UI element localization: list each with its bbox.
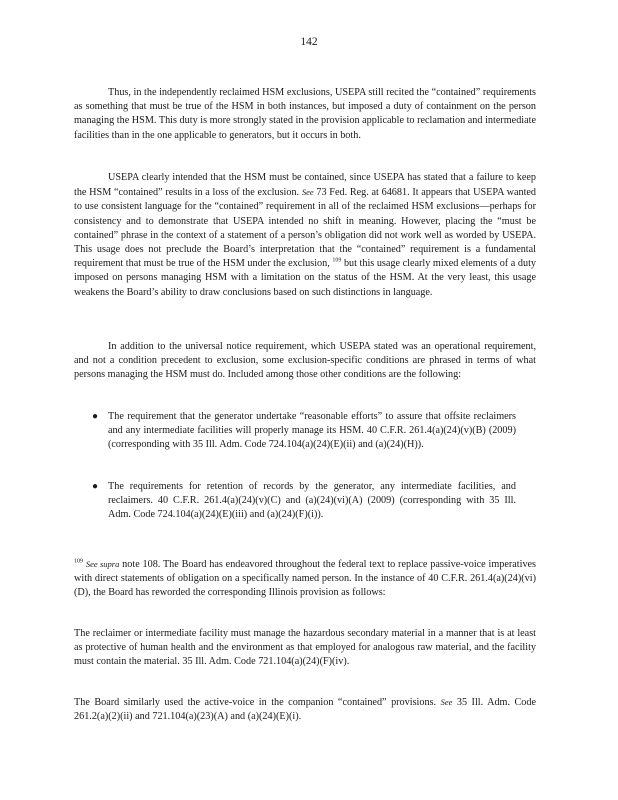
page-number: 142 — [300, 36, 318, 48]
conditions-list — [92, 480, 516, 523]
footnote-companion-provisions — [74, 695, 536, 724]
see-signal: See — [301, 187, 314, 198]
conditions-list — [92, 410, 516, 453]
paragraph-universal-notice: In addition to the universal notice requirement, which USEPA stated was an operational requirement, and not a condition precedent to exclusion, some exclusion-specific conditions are phrased in terms of what persons managing the HSM must do. Included among those other conditions are the following: — [74, 341, 536, 381]
list-item — [92, 480, 516, 523]
paragraph-text: USEPA clearly intended that the HSM must be contained, since USEPA has stated that a failure to keep the HSM “contained” results in a loss of the exclusion. — [74, 172, 536, 199]
footnote-text: note 108. The Board has endeavored throughout the federal text to replace passive-voice imperatives with direct statements of obligation on a specifically named person. In the instance of 40 C.F.R. 261.4(a)(24)(vi)(D), the Board has reworded the corresponding Illinois provision as follows: — [74, 559, 537, 599]
footnote-quoted-provision: The reclaimer or intermediate facility must manage the hazardous secondary material in a manner that is at least as protective of human health and the environment as that employed for analogous raw material, and the facility must contain the material. 35 Ill. Adm. Code 721.104(a)(24)(F)(iv). — [74, 628, 536, 668]
paragraph-reclaimed-exclusions: Thus, in the independently reclaimed HSM exclusions, USEPA still recited the “contained” requirements as something that must be true of the HSM in both instances, but imposed a duty of containment on the person managing the HSM. This duty is more strongly stated in the provision applicable to reclamation and intermediate facilities than in the one applicable to generators, but it occurs in both. — [74, 87, 536, 141]
bullet-icon: ● — [92, 411, 99, 422]
paragraph-contained-requirement — [74, 171, 536, 300]
footnote-text: 35 Ill. Adm. Code 261.2(a)(2)(ii) and 721.104(a)(23)(A) and (a)(24)(E)(i). — [74, 697, 537, 723]
footnote-109 — [74, 557, 536, 601]
bullet-icon: ● — [92, 481, 99, 492]
list-item — [92, 410, 516, 453]
paragraph-text: 73 Fed. Reg. at 64681. It appears that USEPA wanted to use consistent language for the “contained” requirement in all of the reclaimed HSM exclusions—perhaps for consistency and to demonstrate that USEPA intended no shift in meaning. However, placing the “must be contained” phrase in the context of a statement of a person’s obligation did not work well as worded by USEPA. This usage does not preclude the Board’s interpretation that the “contained” requirement is a fundamental requirement that must be true of the HSM under the exclusion, — [74, 187, 537, 270]
footnote-number: 109 — [74, 558, 83, 565]
list-item-text: The requirement that the generator undertake “reasonable efforts” to assure that offsite reclaimers and any intermediate facilities will properly manage its HSM. 40 C.F.R. 261.4(a)(24)(v)(B) (2009) (corresponding with 35 Ill. Adm. Code 724.104(a)(24)(E)(ii) and (a)(24)(H)). — [108, 411, 516, 451]
footnote-reference[interactable]: 109 — [332, 257, 342, 264]
see-signal: See — [440, 697, 453, 707]
footnote-text: The Board similarly used the active-voice in the companion “contained” provisions. — [74, 697, 437, 708]
list-item-text: The requirements for retention of records by the generator, any intermediate facilities, and reclaimers. 40 C.F.R. 261.4(a)(24)(v)(C) and (a)(24)(vi)(A) (2009) (corresponding with 35 Ill. Adm. Code 724.104(a)(24)(E)(iii) and (a)(24)(F)(i)). — [108, 481, 516, 521]
paragraph-text: but this usage clearly mixed elements of a duty imposed on persons managing HSM with a limitation on the status of the HSM. At the very least, this usage weakens the Board’s ability to draw conclusions based on such distinctions in language. — [74, 258, 536, 298]
see-supra-signal: See supra — [85, 559, 120, 569]
